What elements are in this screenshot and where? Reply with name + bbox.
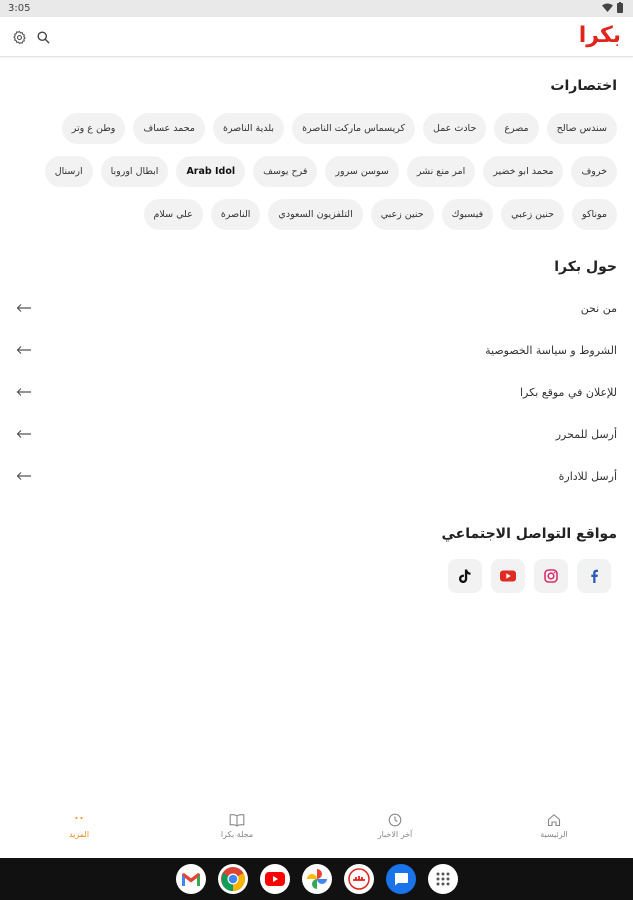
arrow-left-icon xyxy=(16,387,32,397)
bokra-logo[interactable]: بكرا xyxy=(578,23,621,48)
status-bar xyxy=(0,0,633,17)
shortcut-chip[interactable]: التلفزيون السعودي xyxy=(268,199,362,230)
shortcut-chip[interactable]: بلدية الناصرة xyxy=(213,113,284,144)
shortcut-chip[interactable]: محمد ابو خضير xyxy=(483,156,563,187)
bokra-app-icon xyxy=(348,868,370,890)
youtube-app[interactable] xyxy=(260,864,290,894)
about-link-label: للإعلان في موقع بكرا xyxy=(520,385,617,399)
tiktok-button[interactable] xyxy=(448,559,482,593)
tiktok-icon xyxy=(459,569,471,583)
youtube-button[interactable] xyxy=(491,559,525,593)
shortcuts-row-2 xyxy=(54,156,617,187)
chrome-icon xyxy=(220,866,246,892)
facebook-icon xyxy=(588,569,600,583)
facebook-button[interactable] xyxy=(577,559,611,593)
about-link-row[interactable] xyxy=(0,455,633,497)
shortcut-chip[interactable]: الناصرة xyxy=(211,199,261,230)
status-icons xyxy=(602,2,623,13)
shortcut-chip[interactable]: ابطال اوروبا xyxy=(101,156,169,187)
wifi-icon xyxy=(602,3,613,12)
shortcut-chip[interactable]: فرح يوسف xyxy=(253,156,317,187)
shortcut-chip[interactable]: امر منع نشر xyxy=(407,156,475,187)
about-link-row[interactable] xyxy=(0,371,633,413)
messages-icon xyxy=(393,872,409,886)
book-icon xyxy=(229,813,245,827)
youtube-app-icon xyxy=(265,872,285,886)
about-link-row[interactable] xyxy=(0,329,633,371)
chrome-app[interactable] xyxy=(218,864,248,894)
nav-more-label: المزيد xyxy=(68,830,90,839)
shortcut-chip[interactable]: خروف xyxy=(571,156,617,187)
photos-app[interactable] xyxy=(302,864,332,894)
shortcut-chip[interactable]: سندس صالح xyxy=(547,113,617,144)
settings-button[interactable] xyxy=(9,27,29,47)
photos-icon xyxy=(306,868,328,890)
gmail-icon xyxy=(181,872,201,887)
battery-icon xyxy=(617,2,623,13)
top-app-bar xyxy=(0,17,633,57)
social-links xyxy=(448,559,611,593)
instagram-button[interactable] xyxy=(534,559,568,593)
shortcut-chip[interactable]: محمد عساف xyxy=(133,113,205,144)
nav-home-label: الرئيسية xyxy=(540,830,568,839)
shortcuts-title: اختصارات xyxy=(550,78,617,94)
home-icon xyxy=(547,813,561,827)
messages-app[interactable] xyxy=(386,864,416,894)
nav-latest-label: آخر الاخبار xyxy=(377,830,413,839)
about-link-row[interactable] xyxy=(0,287,633,329)
about-link-label: أرسل للادارة xyxy=(558,469,617,483)
status-time: 3:05 xyxy=(8,3,31,14)
about-link-label: أرسل للمحرر xyxy=(555,427,617,441)
about-link-label: من نحن xyxy=(580,301,617,315)
shortcut-chip[interactable]: علي سلام xyxy=(144,199,203,230)
youtube-icon xyxy=(500,570,516,582)
search-icon xyxy=(36,30,51,45)
shortcuts-row-3 xyxy=(57,199,617,230)
shortcut-chip[interactable]: حادث عمل xyxy=(423,113,486,144)
about-link-label: الشروط و سياسة الخصوصية xyxy=(485,343,617,357)
shortcut-chip[interactable]: موناكو xyxy=(572,199,617,230)
shortcut-chip[interactable]: وطن ع وتر xyxy=(62,113,126,144)
arrow-left-icon xyxy=(16,345,32,355)
shortcut-chip[interactable]: ارسنال xyxy=(45,156,93,187)
about-title: حول بكرا xyxy=(554,259,617,275)
nav-more[interactable] xyxy=(39,813,119,839)
nav-home[interactable] xyxy=(514,813,594,839)
arrow-left-icon xyxy=(16,471,32,481)
shortcut-chip[interactable]: فيسبوك xyxy=(442,199,494,230)
more-dots-icon xyxy=(72,813,86,827)
nav-magazine-label: مجلة بكرا xyxy=(220,830,254,839)
instagram-icon xyxy=(544,569,558,583)
shortcut-chip[interactable]: حنين زعبي xyxy=(501,199,564,230)
system-dock xyxy=(0,858,633,900)
shortcut-chip[interactable]: سوسن سرور xyxy=(325,156,398,187)
nav-magazine[interactable] xyxy=(197,813,277,839)
nav-latest-news[interactable] xyxy=(355,813,435,839)
shortcut-chip[interactable]: Arab Idol xyxy=(176,156,245,187)
shortcuts-row-1 xyxy=(57,113,617,144)
clock-icon xyxy=(388,813,402,827)
bokra-app[interactable] xyxy=(344,864,374,894)
about-links xyxy=(0,287,633,497)
social-title: مواقع التواصل الاجتماعي xyxy=(441,526,617,542)
search-button[interactable] xyxy=(33,27,53,47)
gear-icon xyxy=(12,30,27,45)
gmail-app[interactable] xyxy=(176,864,206,894)
app-drawer-button[interactable] xyxy=(428,864,458,894)
shortcut-chip[interactable]: كريسماس ماركت الناصرة xyxy=(292,113,415,144)
arrow-left-icon xyxy=(16,429,32,439)
arrow-left-icon xyxy=(16,303,32,313)
about-link-row[interactable] xyxy=(0,413,633,455)
bottom-navigation xyxy=(0,803,633,858)
shortcut-chip[interactable]: مصرع xyxy=(494,113,538,144)
shortcut-chip[interactable]: حنين زعبي xyxy=(371,199,434,230)
app-drawer-icon xyxy=(435,871,451,887)
